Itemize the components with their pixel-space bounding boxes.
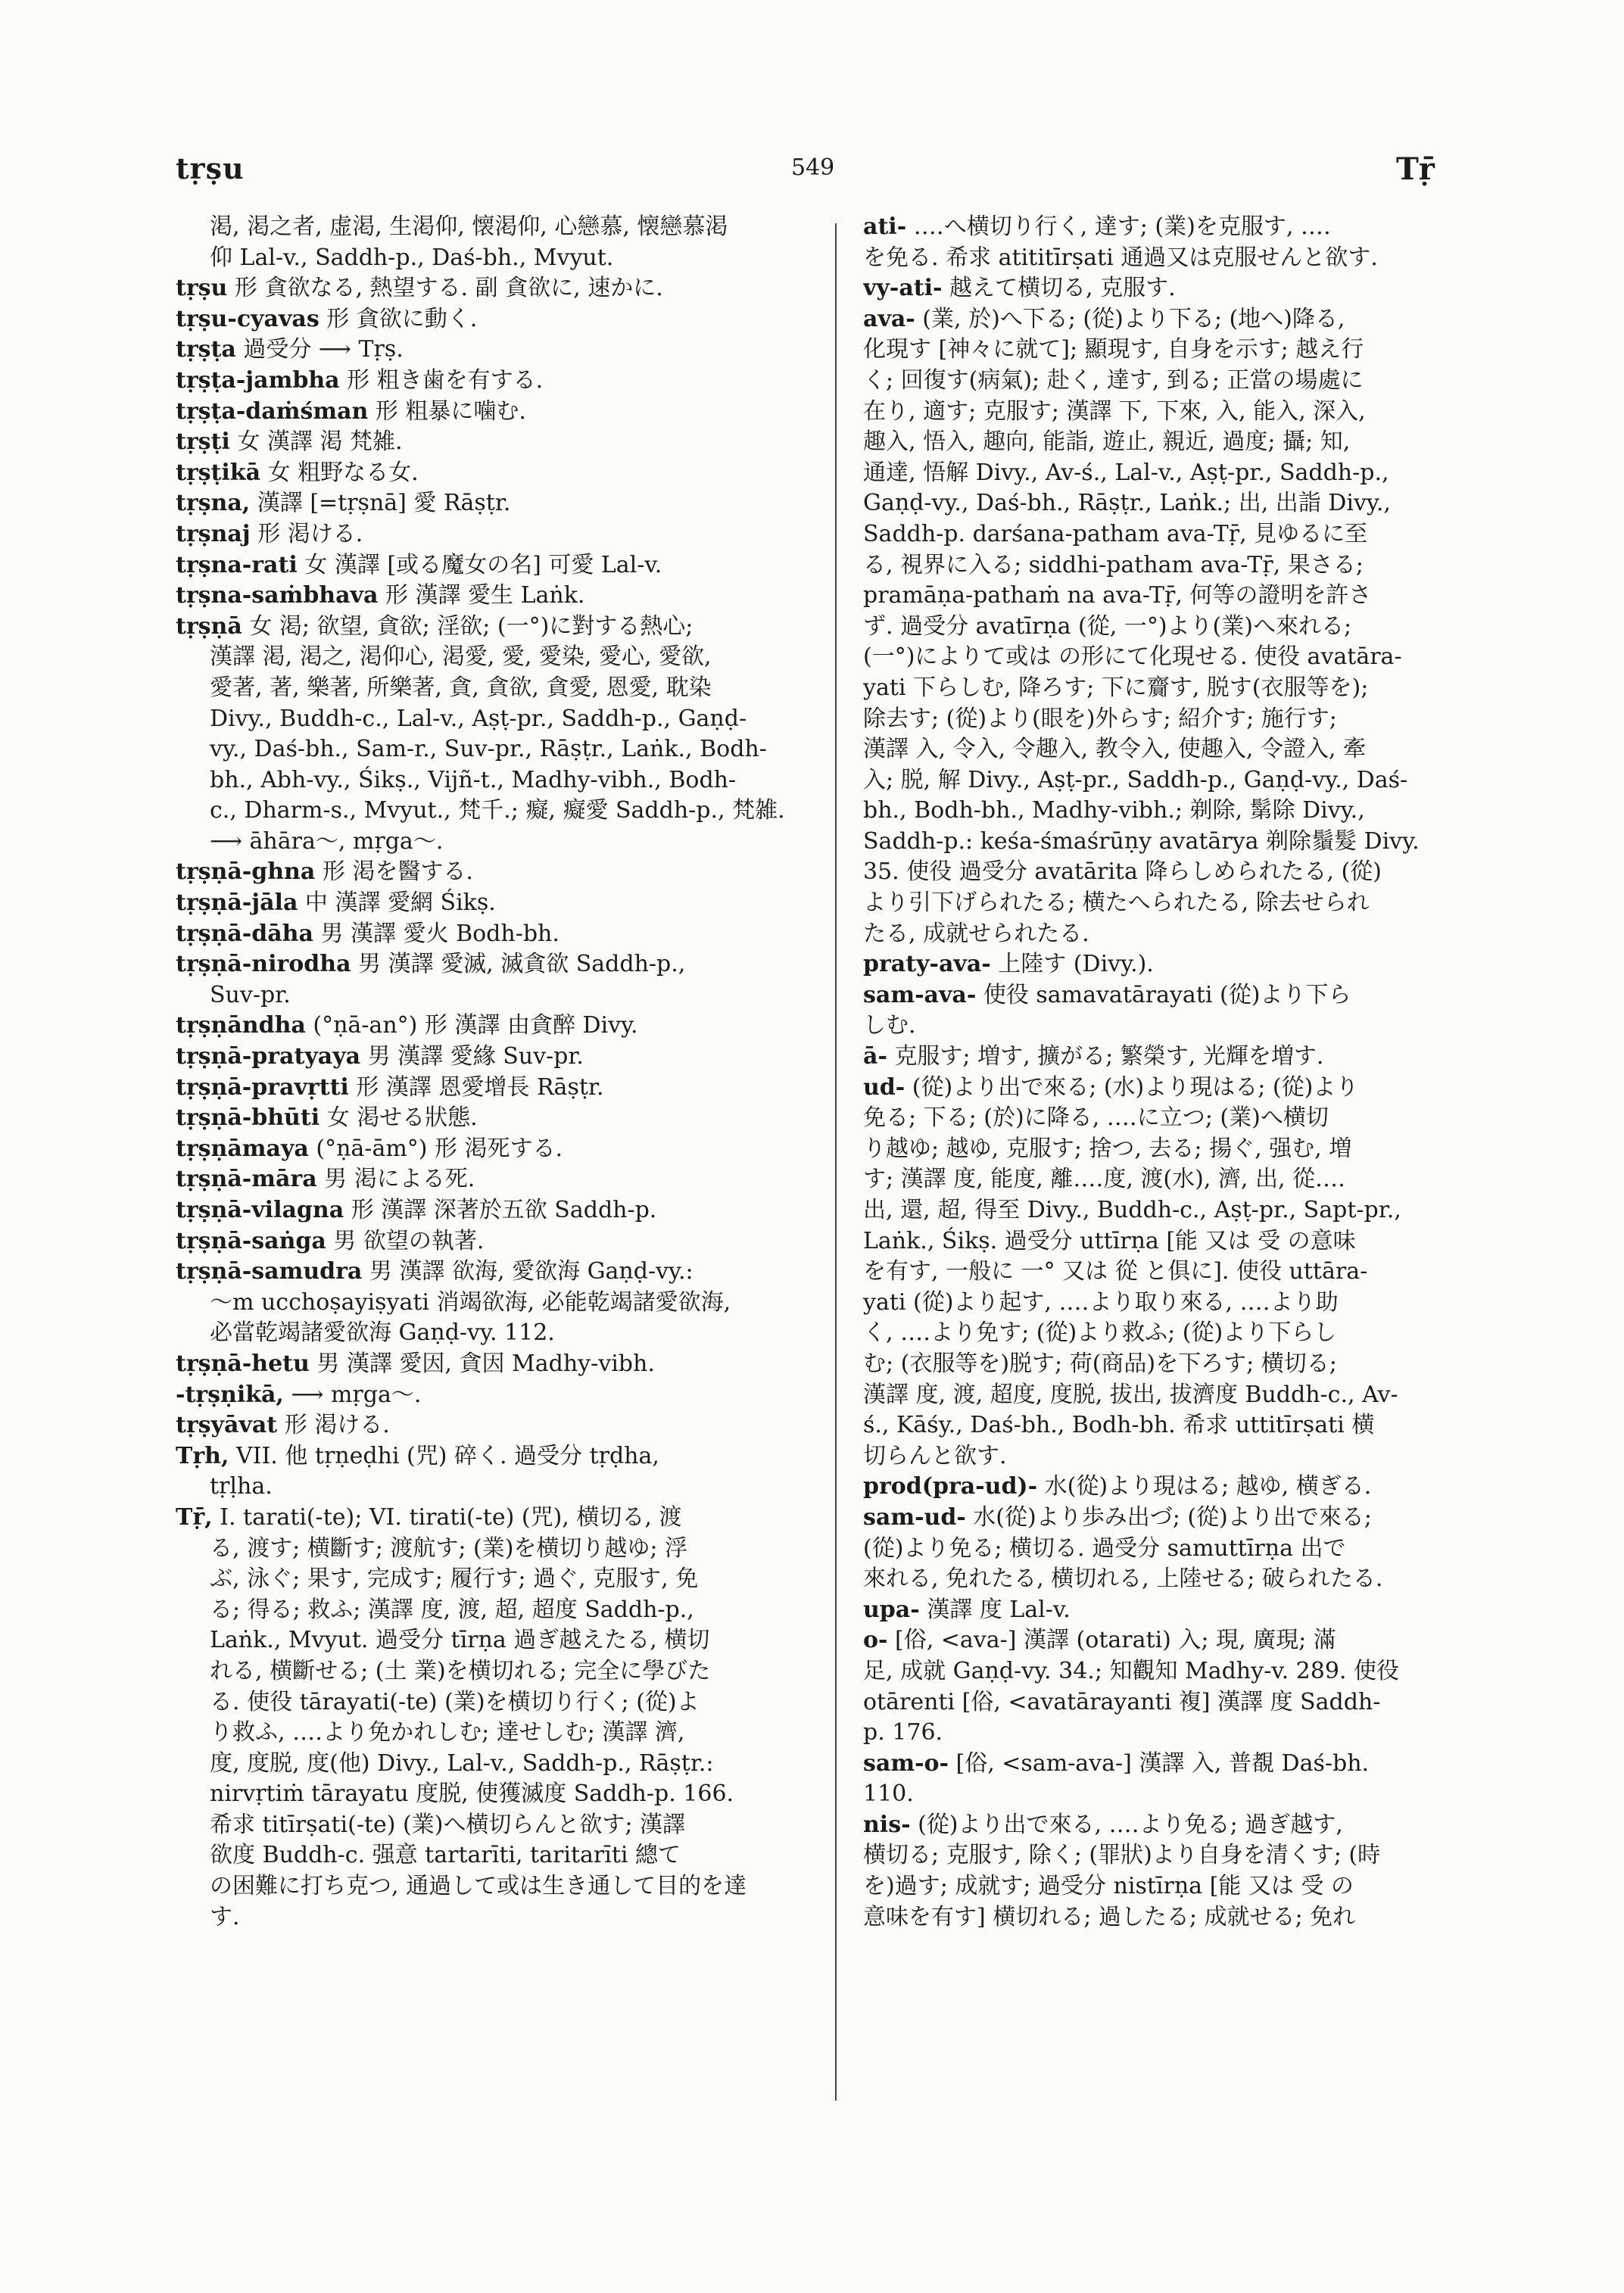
- headword: ā-: [863, 1043, 887, 1070]
- entry-text: (從)より出で來る; (水)より現はる; (從)より: [905, 1073, 1359, 1101]
- entry-text: 形 粗き歯を有する.: [339, 366, 544, 394]
- entry-text: ⟶ āhāra〜, mṛga〜.: [210, 827, 444, 855]
- entry-text: Divy., Buddh-c., Lal-v., Aṣṭ-pr., Saddh-p., Gaṇḍ-: [210, 705, 747, 732]
- entry-continuation-line: [176, 827, 804, 858]
- entry-text: 女 渇; 欲望, 貪欲; 淫欲; (一°)に對する熱心;: [242, 612, 694, 640]
- entry-continuation-line: [863, 1011, 1492, 1042]
- entry-text: れる, 横斷せる; (土 業)を横切れる; 完全に學びた: [210, 1657, 711, 1684]
- entry-text: 漢譯 度, 渡, 超度, 度脱, 拔出, 拔濟度 Buddh-c., Av-: [863, 1381, 1398, 1408]
- entry-continuation-line: [863, 796, 1492, 827]
- entry-text: 女 粗野なる女.: [260, 459, 419, 486]
- entry-continuation-line: [176, 243, 804, 274]
- entry-continuation-line: [863, 1441, 1492, 1472]
- entry-continuation-line: [863, 1226, 1492, 1257]
- entry-text: nirvṛtiṁ tārayatu 度脱, 使獲滅度 Saddh-p. 166.: [210, 1781, 734, 1808]
- dictionary-entry: [863, 273, 1492, 304]
- entry-text: 欲度 Buddh-c. 强意 tartarīti, taritarīti 總て: [210, 1842, 681, 1869]
- entry-text: 愛著, 著, 樂著, 所樂著, 貪, 貪欲, 貪愛, 恩愛, 耽染: [210, 674, 712, 701]
- entry-continuation-line: [176, 1810, 804, 1841]
- dictionary-entry: [176, 1380, 804, 1411]
- headword: tṛṣṭikā: [176, 459, 261, 486]
- entry-text: 〜m ucchoṣayiṣyati 消竭欲海, 必能乾竭諸愛欲海,: [210, 1288, 731, 1316]
- headword: tṛṣu-cyavas: [176, 305, 320, 332]
- entry-text: yati 下らしむ, 降ろす; 下に齎す, 脱す(衣服等を);: [863, 674, 1369, 701]
- entry-text: 在り, 適す; 克服す; 漢譯 下, 下來, 入, 能入, 深入,: [863, 397, 1366, 425]
- left-column: [176, 212, 804, 1933]
- headword: Tṛh,: [176, 1442, 229, 1469]
- entry-continuation-line: [863, 1840, 1492, 1871]
- headword: tṛṣṭi: [176, 428, 230, 456]
- entry-continuation-line: [176, 796, 804, 827]
- headword: tṛṣna-rati: [176, 551, 298, 578]
- entry-text: たる, 成就せられたる.: [863, 920, 1089, 947]
- entry-text: tṛḷha.: [210, 1473, 273, 1500]
- entry-text: Saddh-p.: keśa-śmaśrūṇy avatārya 剃除鬚髮 Divy.: [863, 827, 1420, 855]
- entry-text: 漢譯 [=tṛṣnā] 愛 Rāṣṭr.: [250, 490, 511, 517]
- entry-continuation-line: [863, 1564, 1492, 1595]
- dictionary-entry: [176, 1103, 804, 1134]
- headword: tṛṣṇā-pratyaya: [176, 1043, 361, 1070]
- entry-text: pramāṇa-pathaṁ na ava-Tṝ, 何等の證明を許さ: [863, 582, 1372, 609]
- entry-text: ⟶ mṛga〜.: [283, 1381, 422, 1408]
- entry-text: 形 渇を醫する.: [315, 858, 473, 886]
- entry-text: 切らんと欲す.: [863, 1442, 1007, 1469]
- entry-text: ぶ, 泳ぐ; 果す, 完成す; 履行す; 過ぐ, 克服す, 免: [210, 1566, 699, 1593]
- entry-continuation-line: [176, 734, 804, 765]
- headword: tṛṣṇā: [176, 612, 242, 640]
- entry-text: 使役 samavatārayati (從)より下ら: [976, 981, 1351, 1008]
- entry-text: 除去す; (從)より(眼を)外らす; 紹介す; 施行す;: [863, 705, 1337, 732]
- dictionary-entry: [176, 550, 804, 581]
- entry-text: 克服す; 増す, 擴がる; 繁榮す, 光輝を増す.: [887, 1043, 1324, 1070]
- dictionary-entry: [176, 1073, 804, 1104]
- dictionary-entry: [176, 427, 804, 458]
- entry-text: 女 漢譯 [或る魔女の名] 可愛 Lal-v.: [297, 551, 662, 578]
- entry-text: 男 渇による死.: [316, 1166, 475, 1193]
- entry-text: (業, 於)へ下る; (從)より下る; (地へ)降る,: [915, 305, 1345, 332]
- headword: ava-: [863, 305, 915, 332]
- entry-text: 中 漢譯 愛網 Śikṣ.: [298, 889, 496, 917]
- dictionary-entry: [863, 1810, 1492, 1841]
- headword: tṛṣṇā-samudra: [176, 1258, 363, 1285]
- entry-text: 上陸す (Divy.).: [990, 951, 1154, 978]
- entry-text: 形 粗暴に噛む.: [368, 397, 526, 425]
- dictionary-entry: [176, 1195, 804, 1226]
- entry-continuation-line: [176, 1595, 804, 1626]
- headword: tṛṣnaj: [176, 520, 251, 547]
- dictionary-entry: [863, 1472, 1492, 1503]
- dictionary-entry: [863, 980, 1492, 1011]
- entry-text: yati (從)より起す, ‥‥より取り來る, ‥‥より助: [863, 1288, 1339, 1316]
- entry-text: 水(從)より現はる; 越ゆ, 横ぎる.: [1037, 1473, 1372, 1500]
- entry-continuation-line: [176, 1871, 804, 1902]
- entry-continuation-line: [176, 1718, 804, 1749]
- right-column: [863, 212, 1492, 1933]
- entry-text: 漢譯 渇, 渇之, 渇仰心, 渇愛, 愛, 愛染, 愛心, 愛欲,: [210, 643, 712, 671]
- entry-text: 趣入, 悟入, 趣向, 能詣, 遊止, 親近, 過度; 攝; 知,: [863, 428, 1351, 456]
- entry-text: ś., Kāśy., Daś-bh., Bodh-bh. 希求 uttitīrṣati 横: [863, 1412, 1375, 1439]
- entry-text: 男 漢譯 愛火 Bodh-bh.: [313, 920, 560, 947]
- headword: tṛṣṇā-māra: [176, 1166, 317, 1193]
- dictionary-entry: [176, 1164, 804, 1195]
- dictionary-entry: [176, 488, 804, 519]
- entry-text: す; 漢譯 度, 能度, 離‥‥度, 渡(水), 濟, 出, 從‥‥: [863, 1166, 1346, 1193]
- entry-text: 意味を有す] 横切れる; 過したる; 成就せる; 免れ: [863, 1903, 1356, 1930]
- dictionary-entry: [176, 335, 804, 366]
- entry-continuation-line: [176, 212, 804, 243]
- dictionary-entry: [863, 1042, 1492, 1073]
- entry-continuation-line: [863, 827, 1492, 858]
- dictionary-entry: [176, 1226, 804, 1257]
- entry-text: 男 漢譯 愛因, 貪因 Madhy-vibh.: [309, 1350, 655, 1377]
- entry-continuation-line: [176, 765, 804, 796]
- headword: tṛṣṭa-daṁśman: [176, 397, 369, 425]
- entry-text: 110.: [863, 1781, 914, 1808]
- dictionary-entry: [863, 1503, 1492, 1534]
- dictionary-entry: [863, 949, 1492, 980]
- headword: Tṝ,: [176, 1503, 213, 1531]
- entry-continuation-line: [863, 704, 1492, 735]
- entry-text: 形 漢譯 愛生 Laṅk.: [378, 582, 585, 609]
- entry-continuation-line: [176, 1625, 804, 1656]
- entry-continuation-line: [863, 335, 1492, 366]
- entry-text: 男 漢譯 愛滅, 滅貪欲 Saddh-p.,: [351, 951, 686, 978]
- headword: praty-ava-: [863, 951, 991, 978]
- entry-text: (從)より免る; 横切る. 過受分 samuttīrṇa 出で: [863, 1534, 1346, 1562]
- entry-continuation-line: [863, 1164, 1492, 1195]
- entry-text: 形 渇ける.: [250, 520, 363, 547]
- entry-continuation-line: [863, 397, 1492, 428]
- entry-text: p. 176.: [863, 1719, 943, 1746]
- entry-continuation-line: [176, 642, 804, 673]
- entry-text: 過受分 ⟶ Tṛṣ.: [235, 336, 404, 363]
- entry-continuation-line: [863, 857, 1492, 888]
- dictionary-entry: [176, 581, 804, 612]
- entry-text: 男 漢譯 欲海, 愛欲海 Gaṇḍ-vy.:: [362, 1258, 694, 1285]
- headword: tṛṣṇā-jāla: [176, 889, 298, 917]
- dictionary-entry: [863, 1749, 1492, 1780]
- headword: tṛṣṇā-hetu: [176, 1350, 310, 1377]
- entry-text: る; 得る; 救ふ; 漢譯 度, 渡, 超, 超度 Saddh-p.,: [210, 1596, 694, 1623]
- entry-text: 必當乾竭諸愛欲海 Gaṇḍ-vy. 112.: [210, 1319, 555, 1347]
- dictionary-entry: [176, 612, 804, 643]
- entry-continuation-line: [863, 765, 1492, 796]
- entry-text: る. 使役 tārayati(-te) (業)を横切り行く; (從)よ: [210, 1688, 700, 1715]
- entry-text: 入; 脱, 解 Divy., Aṣṭ-pr., Saddh-p., Gaṇḍ-vy., Daś-: [863, 766, 1408, 793]
- entry-text: 出, 還, 超, 得至 Divy., Buddh-c., Aṣṭ-pr., Sapt-pr.,: [863, 1197, 1401, 1223]
- dictionary-entry: [176, 519, 804, 550]
- entry-continuation-line: [863, 673, 1492, 704]
- headword: tṛṣṇā-saṅga: [176, 1227, 326, 1254]
- entry-continuation-line: [176, 1656, 804, 1687]
- headword: sam-o-: [863, 1749, 949, 1777]
- entry-text: 形 貪欲なる, 熱望する. 副 貪欲に, 速かに.: [227, 275, 663, 302]
- dictionary-entry: [863, 1073, 1492, 1104]
- dictionary-entry: [176, 458, 804, 489]
- entry-text: [俗, <ava-] 漢譯 (otarati) 入; 現, 廣現; 滿: [887, 1627, 1336, 1654]
- entry-continuation-line: [863, 612, 1492, 643]
- entry-text: Laṅk., Mvyut. 過受分 tīrṇa 過ぎ越えたる, 横切: [210, 1627, 710, 1654]
- entry-text: (°ṇā-ām°) 形 渇死する.: [308, 1135, 563, 1162]
- entry-continuation-line: [176, 1288, 804, 1319]
- entry-text: Laṅk., Śikṣ. 過受分 uttīrṇa [能 又は 受 の意味: [863, 1227, 1356, 1254]
- entry-text: 漢譯 度 Lal-v.: [919, 1596, 1071, 1623]
- entry-text: bh., Abh-vy., Śikṣ., Vijñ-t., Madhy-vibh., Bodh-: [210, 766, 737, 793]
- entry-continuation-line: [863, 1318, 1492, 1349]
- entry-continuation-line: [863, 888, 1492, 919]
- entry-continuation-line: [863, 1103, 1492, 1134]
- headword: tṛṣṇā-ghna: [176, 858, 316, 886]
- entry-text: otārenti [俗, <avatārayanti 複] 漢譯 度 Saddh-: [863, 1688, 1381, 1715]
- entry-text: 形 漢譯 深著於五欲 Saddh-p.: [344, 1197, 657, 1223]
- dictionary-entry: [176, 273, 804, 304]
- entry-continuation-line: [176, 1749, 804, 1780]
- entry-text: 希求 titīrṣati(-te) (業)へ横切らんと欲す; 漢譯: [210, 1811, 686, 1838]
- column-divider: [835, 223, 837, 2101]
- dictionary-entry: [176, 1042, 804, 1073]
- headword: tṛṣṇāndha: [176, 1012, 306, 1039]
- entry-continuation-line: [863, 581, 1492, 612]
- dictionary-entry: [176, 1503, 804, 1534]
- entry-continuation-line: [863, 1534, 1492, 1565]
- entry-text: 越えて横切る, 克服す.: [942, 275, 1176, 302]
- entry-text: 形 渇ける.: [277, 1412, 390, 1439]
- dictionary-entry: [863, 304, 1492, 335]
- entry-text: 化現す [神々に就て]; 顯現す, 自身を示す; 越え行: [863, 336, 1364, 363]
- headword: tṛṣṇā-bhūti: [176, 1104, 320, 1132]
- headword: prod(pra-ud)-: [863, 1473, 1038, 1500]
- entry-text: I. tarati(-te); VI. tirati(-te) (咒), 横切る, 渡: [212, 1503, 682, 1531]
- entry-text: く, ‥‥より免す; (從)より救ふ; (從)より下らし: [863, 1319, 1337, 1347]
- entry-text: を)過す; 成就す; 過受分 nistīrṇa [能 又は 受 の: [863, 1873, 1354, 1900]
- dictionary-entry: [176, 1349, 804, 1380]
- entry-text: (一°)によりて或は の形にて化現せる. 使役 avatāra-: [863, 643, 1402, 671]
- entry-text: bh., Bodh-bh., Madhy-vibh.; 剃除, 鬀除 Divy.,: [863, 797, 1365, 824]
- entry-continuation-line: [863, 1410, 1492, 1441]
- entry-text: を免る. 希求 atititīrṣati 通過又は克服せんと欲す.: [863, 244, 1378, 271]
- dictionary-entry: [176, 919, 804, 950]
- dictionary-entry: [176, 397, 804, 428]
- entry-text: 男 漢譯 愛緣 Suv-pr.: [360, 1043, 584, 1070]
- headword: tṛṣṇāmaya: [176, 1135, 309, 1162]
- entry-text: Gaṇḍ-vy., Daś-bh., Rāṣṭr., Laṅk.; 出, 出詣 Divy.,: [863, 490, 1391, 517]
- headword: tṛṣṇā-vilagna: [176, 1197, 344, 1223]
- entry-continuation-line: [176, 1472, 804, 1503]
- entry-text: c., Dharm-s., Mvyut., 梵千.; 癡, 癡愛 Saddh-p., 梵雑.: [210, 797, 785, 824]
- entry-text: 渇, 渇之者, 虚渇, 生渇仰, 懐渇仰, 心戀慕, 懐戀慕渇: [210, 213, 728, 240]
- dictionary-entry: [176, 888, 804, 919]
- entry-continuation-line: [863, 1288, 1492, 1319]
- dictionary-entry: [863, 1595, 1492, 1626]
- entry-continuation-line: [176, 704, 804, 735]
- dictionary-entry: [176, 857, 804, 888]
- entry-text: Suv-pr.: [210, 981, 291, 1008]
- headword: vy-ati-: [863, 275, 943, 302]
- entry-text: 免る; 下る; (於)に降る, ‥‥に立つ; (業)へ横切: [863, 1104, 1329, 1132]
- entry-text: Saddh-p. darśana-patham ava-Tṝ, 見ゆるに至: [863, 520, 1368, 547]
- entry-continuation-line: [863, 1718, 1492, 1749]
- entry-text: の困難に打ち克つ, 通過して或は生き通して目的を達: [210, 1873, 747, 1900]
- entry-text: 通達, 悟解 Divy., Av-ś., Lal-v., Aṣṭ-pr., Saddh-p.,: [863, 459, 1389, 486]
- entry-text: より引下げられたる; 横たへられたる, 除去せられ: [863, 889, 1370, 917]
- entry-continuation-line: [863, 1902, 1492, 1933]
- entry-text: ず. 過受分 avatīrṇa (從, 一°)より(業)へ來れる;: [863, 612, 1352, 640]
- page-number: 549: [791, 154, 835, 181]
- entry-continuation-line: [176, 1840, 804, 1871]
- entry-text: 男 欲望の執著.: [326, 1227, 485, 1254]
- entry-continuation-line: [863, 1380, 1492, 1411]
- headword: tṛṣu: [176, 275, 228, 302]
- entry-text: VII. 他 tṛṇeḍhi (咒) 碎く. 過受分 tṛḍha,: [229, 1442, 659, 1469]
- entry-continuation-line: [863, 488, 1492, 519]
- entry-continuation-line: [176, 673, 804, 704]
- headword: tṛṣna-saṁbhava: [176, 582, 379, 609]
- entry-text: り救ふ, ‥‥より免かれしむ; 達せしむ; 漢譯 濟,: [210, 1719, 685, 1746]
- entry-continuation-line: [863, 642, 1492, 673]
- entry-text: [俗, <sam-ava-] 漢譯 入, 普覩 Daś-bh.: [948, 1749, 1370, 1777]
- entry-continuation-line: [863, 1349, 1492, 1380]
- entry-continuation-line: [176, 1902, 804, 1933]
- entry-text: 水(從)より歩み出づ; (從)より出で來る;: [965, 1503, 1372, 1531]
- entry-continuation-line: [863, 1656, 1492, 1687]
- headword: o-: [863, 1627, 888, 1654]
- entry-continuation-line: [863, 734, 1492, 765]
- entry-text: (從)より出で來る, ‥‥より免る; 過ぎ越す,: [910, 1811, 1343, 1838]
- entry-continuation-line: [863, 550, 1492, 581]
- entry-text: す.: [210, 1903, 240, 1930]
- entry-continuation-line: [863, 366, 1492, 397]
- entry-text: く; 回復す(病氣); 赴く, 達す, 到る; 正當の場處に: [863, 366, 1364, 394]
- entry-text: 仰 Lal-v., Saddh-p., Daś-bh., Mvyut.: [210, 244, 614, 271]
- entry-continuation-line: [176, 980, 804, 1011]
- entry-text: 35. 使役 過受分 avatārita 降らしめられたる, (從): [863, 858, 1382, 886]
- running-head-left: tṛṣu: [176, 151, 245, 185]
- entry-continuation-line: [176, 1534, 804, 1565]
- dictionary-entry: [176, 1257, 804, 1288]
- entry-text: 形 漢譯 恩愛增長 Rāṣṭr.: [348, 1073, 604, 1101]
- entry-continuation-line: [176, 1318, 804, 1349]
- headword: tṛṣṭa-jambha: [176, 366, 340, 394]
- dictionary-entry: [176, 1011, 804, 1042]
- headword: tṛṣṇā-dāha: [176, 920, 313, 947]
- headword: tṛṣyāvat: [176, 1412, 278, 1439]
- entry-continuation-line: [863, 1257, 1492, 1288]
- entry-text: り越ゆ; 越ゆ, 克服す; 捨つ, 去る; 揚ぐ, 强む, 増: [863, 1135, 1352, 1162]
- entry-text: 度, 度脱, 度(他) Divy., Lal-v., Saddh-p., Rāṣṭr.:: [210, 1749, 714, 1777]
- entry-text: 女 渇せる狀態.: [320, 1104, 478, 1132]
- entry-text: 足, 成就 Gaṇḍ-vy. 34.; 知觀知 Madhy-v. 289. 使役: [863, 1657, 1400, 1684]
- headword: nis-: [863, 1811, 911, 1838]
- dictionary-entry: [863, 1625, 1492, 1656]
- headword: ati-: [863, 213, 907, 240]
- headword: sam-ud-: [863, 1503, 966, 1531]
- entry-continuation-line: [863, 1779, 1492, 1810]
- headword: upa-: [863, 1596, 920, 1623]
- entry-continuation-line: [863, 1687, 1492, 1718]
- headword: tṛṣṇā-nirodha: [176, 951, 351, 978]
- dictionary-entry: [176, 1134, 804, 1165]
- entry-text: 漢譯 入, 令入, 令趣入, 教令入, 使趣入, 令證入, 牽: [863, 736, 1366, 763]
- entry-text: 來れる, 免れたる, 横切れる, 上陸せる; 破られたる.: [863, 1566, 1383, 1593]
- dictionary-entry: [176, 304, 804, 335]
- entry-continuation-line: [863, 519, 1492, 550]
- entry-text: る, 渡す; 横斷す; 渡航す; (業)を横切り越ゆ; 浮: [210, 1534, 688, 1562]
- entry-continuation-line: [863, 1134, 1492, 1165]
- entry-text: る, 視界に入る; siddhi-patham ava-Tṝ, 果さる;: [863, 551, 1364, 578]
- entry-text: vy., Daś-bh., Sam-r., Suv-pr., Rāṣṭr., Laṅk., Bodh-: [210, 736, 767, 763]
- dictionary-entry: [176, 1410, 804, 1441]
- entry-continuation-line: [176, 1564, 804, 1595]
- entry-text: 横切る; 克服す, 除く; (罪狀)より自身を清くす; (時: [863, 1842, 1381, 1869]
- dictionary-entry: [176, 949, 804, 980]
- entry-text: (°ṇā-an°) 形 漢譯 由貪醉 Divy.: [305, 1012, 638, 1039]
- entry-continuation-line: [176, 1779, 804, 1810]
- entry-text: しむ.: [863, 1012, 916, 1039]
- headword: -tṛṣṇikā,: [176, 1381, 284, 1408]
- entry-continuation-line: [863, 1871, 1492, 1902]
- entry-continuation-line: [863, 243, 1492, 274]
- entry-continuation-line: [176, 1687, 804, 1718]
- entry-text: を有す, 一般に 一° 又は 從 と俱に]. 使役 uttāra-: [863, 1258, 1368, 1285]
- entry-continuation-line: [863, 919, 1492, 950]
- entry-text: 女 漢譯 渇 梵雑.: [229, 428, 403, 456]
- entry-text: 形 貪欲に動く.: [319, 305, 478, 332]
- headword: tṛṣṭa: [176, 336, 236, 363]
- entry-text: む; (衣服等を)脱す; 荷(商品)を下ろす; 横切る;: [863, 1350, 1337, 1377]
- running-head-right: Tṝ: [1396, 151, 1435, 187]
- dictionary-entry: [176, 1441, 804, 1472]
- headword: sam-ava-: [863, 981, 977, 1008]
- headword: ud-: [863, 1073, 906, 1101]
- headword: tṛṣṇā-pravṛtti: [176, 1073, 349, 1101]
- dictionary-entry: [176, 366, 804, 397]
- entry-continuation-line: [863, 427, 1492, 458]
- entry-continuation-line: [863, 458, 1492, 489]
- entry-text: ‥‥へ横切り行く, 達す; (業)を克服す, ‥‥: [906, 213, 1331, 240]
- dictionary-entry: [863, 212, 1492, 243]
- entry-continuation-line: [863, 1195, 1492, 1226]
- headword: tṛṣna,: [176, 490, 251, 517]
